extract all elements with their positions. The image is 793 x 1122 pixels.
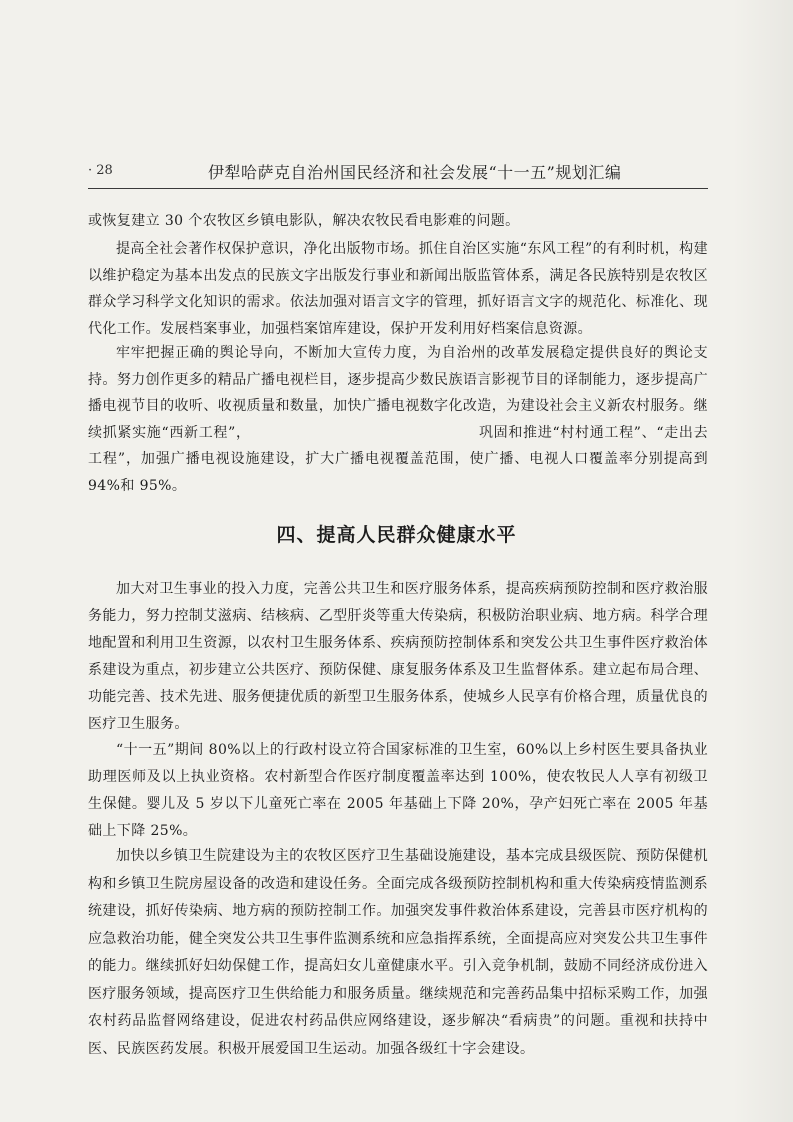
paragraph-public-opinion-part2: 巩固和推进“村村通工程”、“走出去工程”，加强广播电视设施建设，扩大广播电视覆盖范围，使广播、电视人口覆盖率分别提高到 94%和 95%。 [88, 424, 708, 494]
paragraph-copyright: 提高全社会著作权保护意识，净化出版物市场。抓住自治区实施“东风工程”的有利时机，构建以维护稳定为基本出发点的民族文字出版发行事业和新闻出版监管体系，满足各民族特别是农牧区群众学习科学文化知识的需求。依法加强对语言文字的管理，抓好语言文字的规范化、标准化、现代化工作。发展档案事业，加强档案馆库建设，保护开发利用好档案信息资源。 [88, 241, 708, 337]
paragraph-health-investment: 加大对卫生事业的投入力度，完善公共卫生和医疗服务体系，提高疾病预防控制和医疗救治服务能力，努力控制艾滋病、结核病、乙型肝炎等重大传染病，积极防治职业病、地方病。科学合理地配置和利用卫生资源，以农村卫生服务体系、疾病预防控制体系和突发公共卫生事件医疗救治体系建设为重点，初步建立公共医疗、预防保健、康复服务体系及卫生监督体系。建立起布局合理、功能完善、技术先进、服务便捷优质的新型卫生服务体系，使城乡人民享有价格合理，质量优良的医疗卫生服务。 [88, 581, 708, 732]
page-header [88, 158, 708, 189]
section-title: 四、提高人民群众健康水平 [276, 524, 517, 546]
paragraph-film-teams: 或恢复建立 30 个农牧区乡镇电影队，解决农牧民看电影难的问题。 [88, 213, 520, 229]
paragraph-health-targets: “十一五”期间 80%以上的行政村设立符合国家标准的卫生室，60%以上乡村医生要具备执业助理医师及以上执业资格。农村新型合作医疗制度覆盖率达到 100%，使农牧民人人享有初级卫生保健。婴儿及 5 岁以下儿童死亡率在 2005 年基础上下降 20%，孕产妇死亡率在 2005 年基础上下降 25%。 [88, 742, 708, 839]
scan-shading [733, 0, 793, 1122]
paragraph-public-opinion-part1: 牢牢把握正确的舆论导向，不断加大宣传力度，为自治州的改革发展稳定提供良好的舆论支持。努力创作更多的精品广播电视栏目，逐步提高少数民族语言影视节目的译制能力，逐步提高广播电视节目的收听、收视质量和数量，加快广播电视数字化改造，为建设社会主义新农村服务。继续抓紧实施“西新工程”， [88, 345, 708, 441]
paragraph-health-infrastructure: 加快以乡镇卫生院建设为主的农牧区医疗卫生基础设施建设，基本完成县级医院、预防保健机构和乡镇卫生院房屋设备的改造和建设任务。全面完成各级预防控制机构和重大传染病疫情监测系统建设，抓好传染病、地方病的预防控制工作。加强突发事件救治体系建设，完善县市医疗机构的应急救治功能，健全突发公共卫生事件监测系统和应急指挥系统，全面提高应对突发公共卫生事件的能力。继续抓好妇幼保健工作，提高妇女儿童健康水平。引入竞争机制，鼓励不同经济成份进入医疗服务领域，提高医疗卫生供给能力和服务质量。继续规范和完善药品集中招标采购工作，加强农村药品监督网络建设，促进农村药品供应网络建设，逐步解决“看病贵”的问题。重视和扶持中医、民族医药发展。积极开展爱国卫生运动。加强各级红十字会建设。 [88, 848, 708, 1057]
page-number: · 28 [88, 163, 113, 178]
paragraph-public-opinion [88, 340, 708, 499]
running-title: 伊犁哈萨克自治州国民经济和社会发展“十一五”规划汇编 [208, 163, 622, 182]
